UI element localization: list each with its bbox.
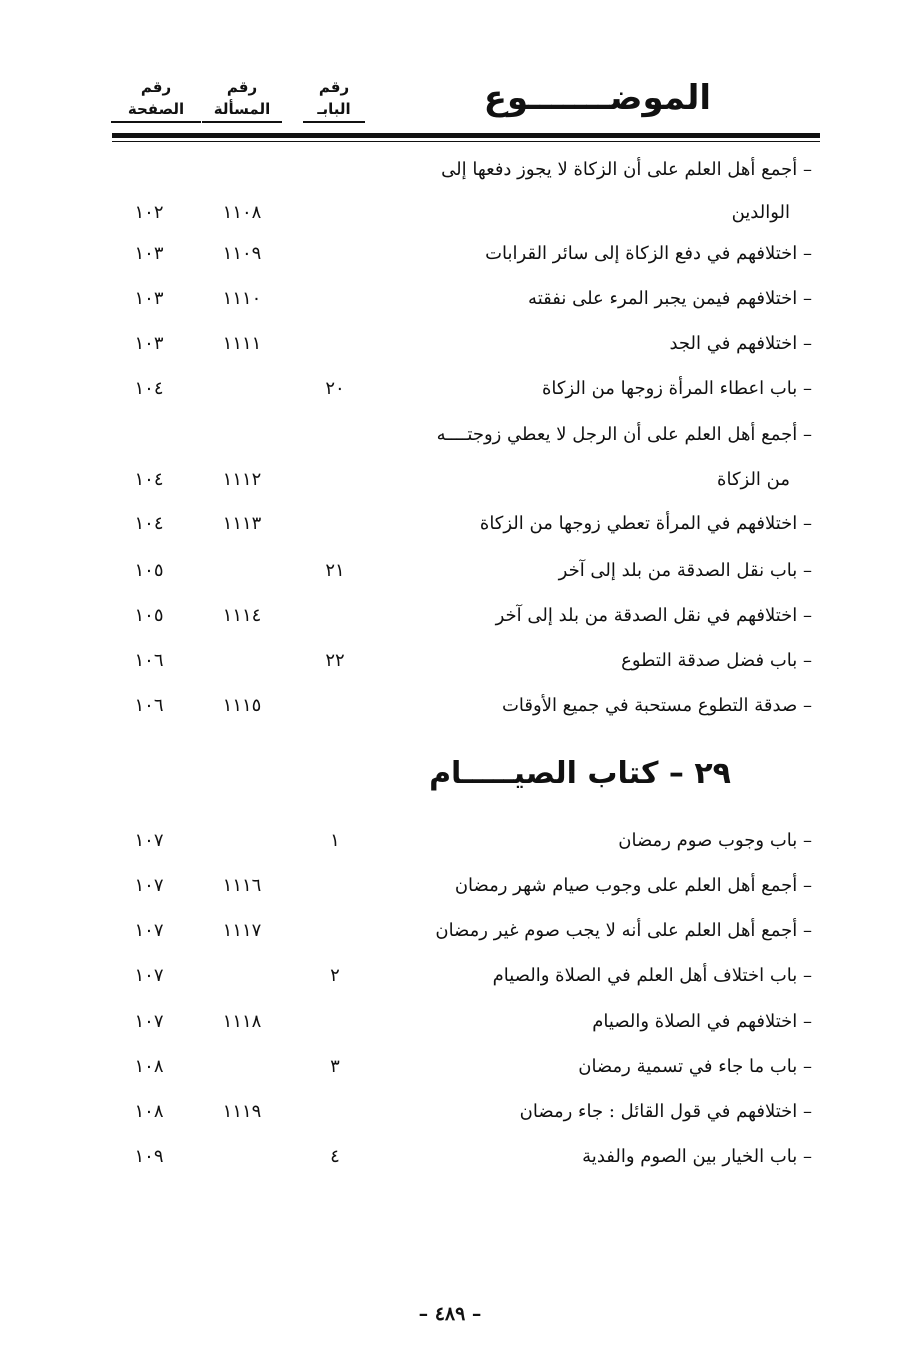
entry-text: الوالدين [731, 202, 790, 223]
page-ref: ١٠٣ [134, 288, 164, 309]
page-ref: ١٠٢ [134, 202, 164, 223]
issue-number: ١١١٦ [222, 875, 262, 896]
entry-text: – أجمع أهل العلم على أنه لا يجب صوم غير رمضان [435, 920, 812, 941]
page-ref: ١٠٤ [134, 469, 164, 490]
entry-text: – أجمع أهل العلم على أن الرجل لا يعطي زوجتــــه [436, 424, 812, 445]
index-row [112, 236, 812, 272]
index-row [112, 553, 812, 589]
entry-text: – باب نقل الصدقة من بلد إلى آخر [558, 560, 812, 581]
chapter-number: ٢٠ [325, 378, 345, 399]
page-number: – ٤٨٩ – [418, 1303, 482, 1325]
issue-number: ١١٠٨ [222, 202, 262, 223]
index-row [112, 643, 812, 679]
page-ref: ١٠٩ [134, 1146, 164, 1167]
index-row [112, 152, 812, 188]
index-row [112, 195, 812, 231]
page-ref: ١٠٦ [134, 650, 164, 671]
index-row [112, 1139, 812, 1175]
entry-text: – اختلافهم في الصلاة والصيام [592, 1011, 812, 1032]
entry-text: – أجمع أهل العلم على أن الزكاة لا يجوز دفعها إلى [441, 159, 812, 180]
page-ref: ١٠٧ [134, 1011, 164, 1032]
page-ref: ١٠٣ [134, 243, 164, 264]
issue-number: ١١١٥ [222, 695, 262, 716]
index-row [112, 281, 812, 317]
issue-number: ١١١٢ [222, 469, 262, 490]
page-header-line1: رقم [140, 78, 172, 96]
index-row [112, 1004, 812, 1040]
page-number-column-header [111, 76, 201, 123]
entry-text: – أجمع أهل العلم على وجوب صيام شهر رمضان [454, 875, 812, 896]
index-row [112, 371, 812, 407]
entry-text: – صدقة التطوع مستحبة في جميع الأوقات [501, 695, 812, 716]
index-row [112, 958, 812, 994]
entry-text: – باب فضل صدقة التطوع [621, 650, 812, 671]
index-row [112, 598, 812, 634]
index-row [112, 823, 812, 859]
chapter-header-line1: رقم [318, 78, 350, 96]
book-title: ٢٩ – كتاب الصيـــــام [429, 756, 731, 791]
page-ref: ١٠٤ [134, 378, 164, 399]
index-row [112, 326, 812, 362]
page-header-line2: الصفحة [111, 98, 201, 123]
chapter-header-line2: البابـ [303, 98, 365, 123]
issue-header-line2: المسألة [202, 98, 282, 123]
page-ref: ١٠٣ [134, 333, 164, 354]
chapter-number: ٢٢ [325, 650, 345, 671]
chapter-number: ٤ [330, 1146, 340, 1167]
index-row [112, 868, 812, 904]
page-ref: ١٠٧ [134, 875, 164, 896]
page-ref: ١٠٧ [134, 965, 164, 986]
page-ref: ١٠٦ [134, 695, 164, 716]
page-ref: ١٠٧ [134, 830, 164, 851]
index-row [112, 1049, 812, 1085]
entry-text: – اختلافهم في دفع الزكاة إلى سائر القرابات [485, 243, 812, 264]
issue-number: ١١١٨ [222, 1011, 262, 1032]
index-row [112, 506, 812, 542]
entry-text: من الزكاة [717, 469, 790, 490]
chapter-number: ٢١ [325, 560, 345, 581]
entry-text: – باب وجوب صوم رمضان [618, 830, 812, 851]
issue-number-column-header [202, 76, 282, 123]
page-ref: ١٠٥ [134, 605, 164, 626]
index-row [112, 913, 812, 949]
issue-number: ١١١٧ [222, 920, 262, 941]
entry-text: – اختلافهم في المرأة تعطي زوجها من الزكاة [479, 513, 812, 534]
chapter-number: ٢ [330, 965, 340, 986]
page-ref: ١٠٧ [134, 920, 164, 941]
index-row [112, 1094, 812, 1130]
entry-text: – اختلافهم في نقل الصدقة من بلد إلى آخر [495, 605, 812, 626]
issue-number: ١١١٠ [222, 288, 262, 309]
page-ref: ١٠٨ [134, 1056, 164, 1077]
issue-number: ١١١٣ [222, 513, 262, 534]
entry-text: – اختلافهم فيمن يجبر المرء على نفقته [528, 288, 812, 309]
issue-number: ١١١٤ [222, 605, 262, 626]
entry-text: – اختلافهم في قول القائل : جاء رمضان [519, 1101, 812, 1122]
chapter-number: ١ [330, 830, 340, 851]
issue-number: ١١١١ [222, 333, 262, 354]
page-ref: ١٠٥ [134, 560, 164, 581]
page-ref: ١٠٤ [134, 513, 164, 534]
header-rule-thin [112, 141, 820, 142]
entry-text: – باب ما جاء في تسمية رمضان [578, 1056, 812, 1077]
entry-text: – باب اختلاف أهل العلم في الصلاة والصيام [492, 965, 812, 986]
page-ref: ١٠٨ [134, 1101, 164, 1122]
chapter-number-column-header [303, 76, 365, 123]
chapter-number: ٣ [330, 1056, 340, 1077]
topic-column-header: الموضـــــــوع [483, 78, 711, 118]
entry-text: – اختلافهم في الجد [669, 333, 812, 354]
index-row [112, 462, 812, 498]
entry-text: – باب الخيار بين الصوم والفدية [582, 1146, 812, 1167]
index-row [112, 688, 812, 724]
header-rule-thick [112, 133, 820, 138]
issue-number: ١١٠٩ [222, 243, 262, 264]
entry-text: – باب اعطاء المرأة زوجها من الزكاة [541, 378, 812, 399]
index-row [112, 417, 812, 453]
issue-number: ١١١٩ [222, 1101, 262, 1122]
issue-header-line1: رقم [226, 78, 258, 96]
